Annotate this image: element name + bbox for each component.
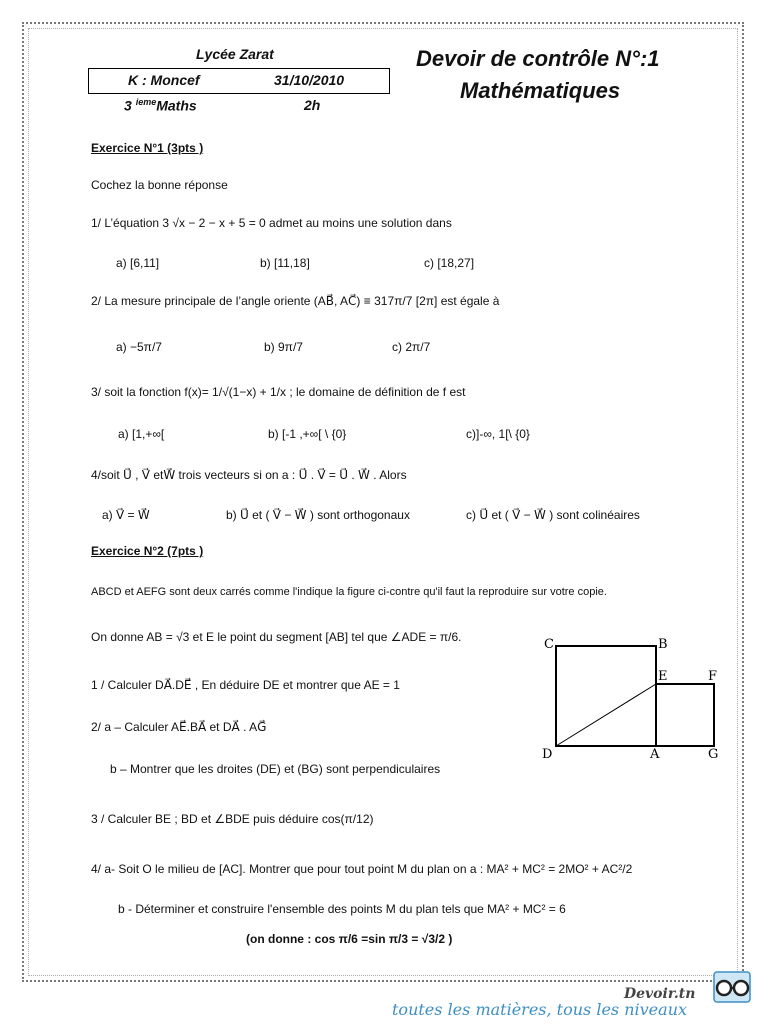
glasses-logo-icon <box>708 968 756 1008</box>
ex1-q4-b: b) U⃗ et ( V⃗ − W⃗ ) sont orthogonaux <box>226 508 410 522</box>
label-g: G <box>708 747 719 760</box>
label-d: D <box>542 747 553 760</box>
exam-subject: Mathématiques <box>460 78 621 103</box>
ex1-q2-b: b) 9π/7 <box>264 340 303 354</box>
ex2-given: On donne AB = √3 et E le point du segment [AB] tel que ∠ADE = π/6. <box>91 630 462 644</box>
label-c: C <box>544 637 554 652</box>
ex2-note: (on donne : cos π/6 =sin π/3 = √3/2 ) <box>246 932 453 946</box>
school-name: Lycée Zarat <box>196 46 274 62</box>
label-e: E <box>658 669 668 684</box>
ex2-q1: 1 / Calculer DA⃗.DE⃗ , En déduire DE et montrer que AE = 1 <box>91 678 400 692</box>
ex2-q4b: b - Déterminer et construire l'ensemble des points M du plan tels que MA² + MC² = 6 <box>118 902 566 916</box>
ex1-q3-c: c)]-∞, 1[\ {0} <box>466 427 530 441</box>
ex1-q3-b: b) [-1 ,+∞[ \ {0} <box>268 427 347 441</box>
ex1-q3-a: a) [1,+∞[ <box>118 427 165 441</box>
ex2-intro: ABCD et AEFG sont deux carrés comme l'indique la figure ci-contre qu'il faut la reproduire sur votre copie. <box>91 586 607 598</box>
ex1-q2-c: c) 2π/7 <box>392 340 431 354</box>
teacher-name: K : Moncef <box>128 72 200 88</box>
label-f: F <box>708 669 718 684</box>
exam-title: Devoir de contrôle N°:1 <box>416 46 660 71</box>
ex1-q2-a: a) −5π/7 <box>116 340 162 354</box>
ex1-q2: 2/ La mesure principale de l’angle oriente (AB⃗, AC⃗) ≡ 317π/7 [2π] est égale à <box>91 294 500 308</box>
segment-de <box>556 684 656 746</box>
ex2-q2a: 2/ a – Calculer AE⃗.BA⃗ et DA⃗ . AG⃗ <box>91 720 267 734</box>
exam-date: 31/10/2010 <box>274 72 345 88</box>
label-b: B <box>658 637 668 652</box>
ex1-q4-a: a) V⃗ = W⃗ <box>102 508 150 522</box>
ex1-heading: Exercice N°1 (3pts ) <box>91 141 204 155</box>
class-label: 3 $^{ieme}$Maths <box>124 97 197 114</box>
site-slogan: toutes les matières, tous les niveaux <box>392 1000 688 1019</box>
square-abcd <box>556 646 656 746</box>
page-border-inner <box>28 28 738 976</box>
ex1-q4: 4/soit U⃗ , V⃗ etW⃗ trois vecteurs si on a : U⃗ . V⃗ = U⃗ . W⃗ . Alors <box>91 468 407 482</box>
ex1-q1-c: c) [18,27] <box>424 256 475 270</box>
ex1-instruction: Cochez la bonne réponse <box>91 178 228 192</box>
ex1-q1-b: b) [11,18] <box>260 256 310 270</box>
square-aefg <box>656 684 714 746</box>
ex2-heading: Exercice N°2 (7pts ) <box>91 544 204 558</box>
ex2-q3: 3 / Calculer BE ; BD et ∠BDE puis déduire cos(π/12) <box>91 812 374 826</box>
ex1-q1-a: a) [6,11] <box>116 256 160 270</box>
ex1-q3: 3/ soit la fonction f(x)= 1/√(1−x) + 1/x ; le domaine de définition de f est <box>91 385 466 399</box>
ex2-q2b: b – Montrer que les droites (DE) et (BG) sont perpendiculaires <box>110 762 441 776</box>
exam-duration: 2h <box>304 97 321 113</box>
site-logo-text: Devoir.tn <box>624 986 696 1002</box>
ex1-q1: 1/ L’équation 3 √x − 2 − x + 5 = 0 admet au moins une solution dans <box>91 216 452 230</box>
squares-figure <box>536 630 736 760</box>
ex1-q4-c: c) U⃗ et ( V⃗ − W⃗ ) sont colinéaires <box>466 508 640 522</box>
label-a: A <box>650 747 660 760</box>
ex2-q4a: 4/ a- Soit O le milieu de [AC]. Montrer que pour tout point M du plan on a : MA² + MC² = 2MO² + AC²/2 <box>91 862 633 876</box>
